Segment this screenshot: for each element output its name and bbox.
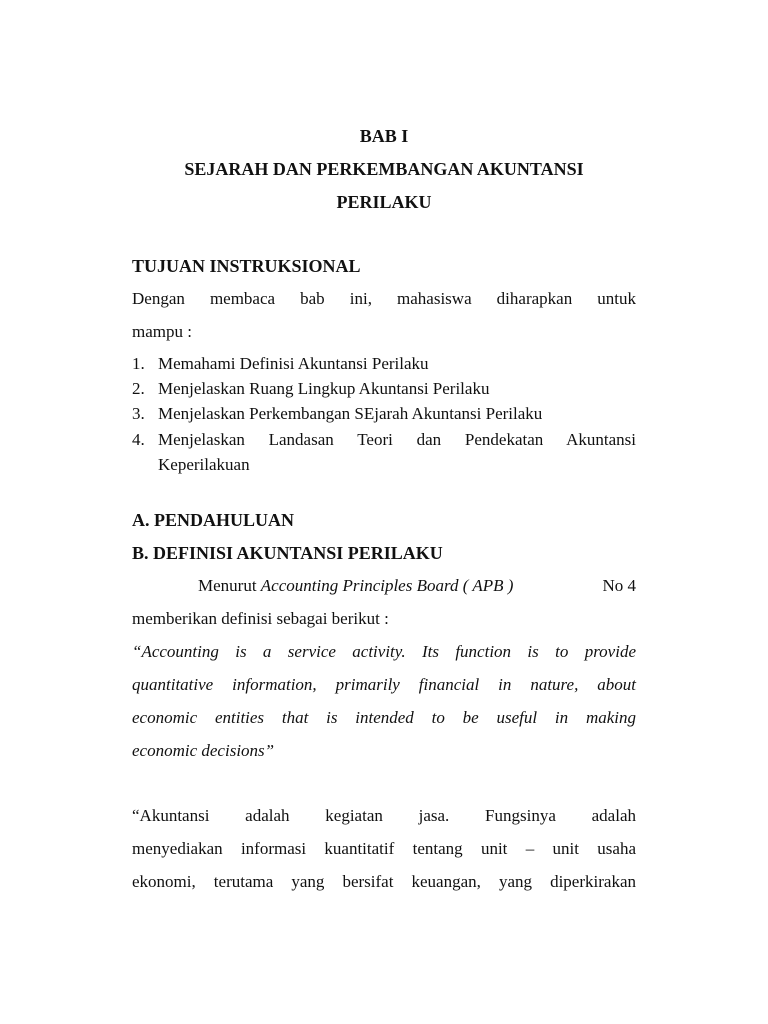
- list-item-text: Menjelaskan Perkembangan SEjarah Akuntansi Perilaku: [158, 404, 543, 423]
- list-item: [132, 376, 636, 401]
- objectives-intro-line2: mampu :: [132, 322, 192, 341]
- list-item: [132, 401, 636, 426]
- quote-en-line: economic decisions”: [132, 741, 275, 760]
- definition-source: Accounting Principles Board ( APB ): [260, 576, 514, 595]
- list-item-text: Memahami Definisi Akuntansi Perilaku: [158, 354, 429, 373]
- chapter-label: BAB I: [359, 126, 409, 146]
- list-item: [132, 351, 636, 376]
- list-item-text: Menjelaskan Landasan Teori dan Pendekatan Akuntansi: [158, 430, 636, 449]
- definition-no: No 4: [602, 576, 636, 595]
- list-item-number: 1.: [132, 354, 145, 373]
- quote-en-line: economic entities that is intended to be useful in making: [132, 708, 636, 727]
- definition-intro-line1: [132, 576, 636, 596]
- list-item-number: 2.: [132, 379, 145, 398]
- chapter-title-line1: SEJARAH DAN PERKEMBANGAN AKUNTANSI: [184, 159, 584, 179]
- objectives-heading: TUJUAN INSTRUKSIONAL: [132, 256, 361, 276]
- list-item-number: 4.: [132, 430, 145, 449]
- definition-intro-line2: memberikan definisi sebagai berikut :: [132, 609, 389, 628]
- quote-en-line: quantitative information, primarily financial in nature, about: [132, 675, 636, 694]
- quote-id-line: “Akuntansi adalah kegiatan jasa. Fungsinya adalah: [132, 806, 636, 825]
- definition-menurut: Menurut: [198, 576, 257, 595]
- objectives-intro-line1: Dengan membaca bab ini, mahasiswa diharapkan untuk: [132, 289, 636, 308]
- quote-id-line: ekonomi, terutama yang bersifat keuangan, yang diperkirakan: [132, 872, 636, 891]
- list-item-text-continued: Keperilakuan: [158, 455, 250, 474]
- quote-en-line: “Accounting is a service activity. Its function is to provide: [132, 642, 636, 661]
- list-item-number: 3.: [132, 404, 145, 423]
- section-b-heading: B. DEFINISI AKUNTANSI PERILAKU: [132, 543, 443, 563]
- quote-id-line: menyediakan informasi kuantitatif tentang unit – unit usaha: [132, 839, 636, 858]
- list-item-text: Menjelaskan Ruang Lingkup Akuntansi Perilaku: [158, 379, 490, 398]
- section-a-heading: A. PENDAHULUAN: [132, 510, 294, 530]
- chapter-title-line2: PERILAKU: [336, 192, 432, 212]
- list-item: [132, 427, 636, 477]
